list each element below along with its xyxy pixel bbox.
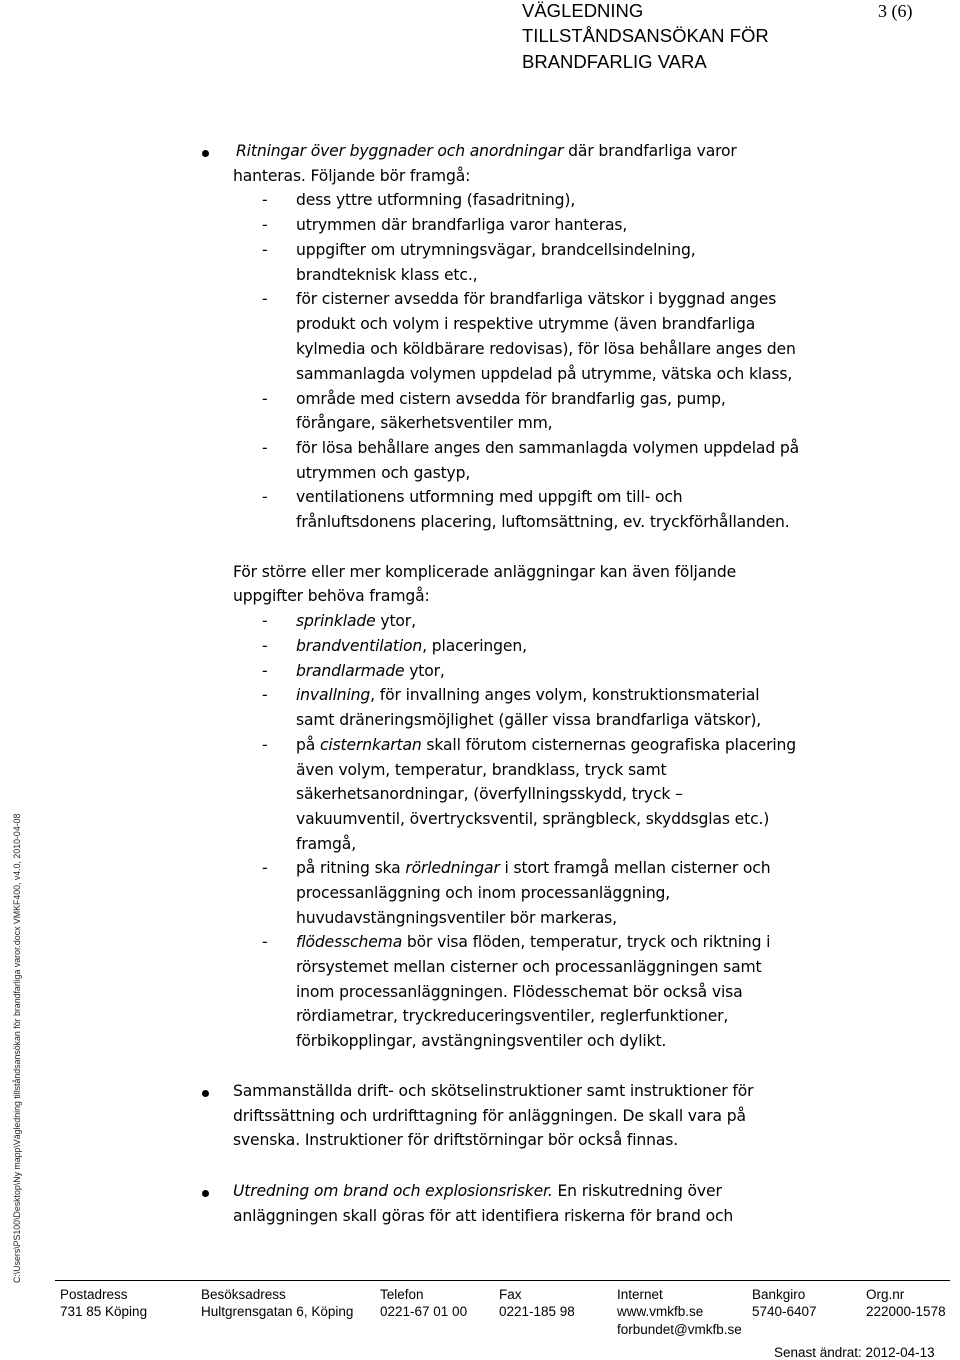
text-line: Ritningar över byggnader och anordningar där brandfarliga varor [236,142,737,160]
text-line: även volym, temperatur, brandklass, tryck samt [296,761,667,779]
footer-internet-link[interactable]: www.vmkfb.se [617,1304,704,1319]
footer-bankgiro-value: 5740-6407 [752,1304,817,1319]
dash-marker: - [262,859,268,877]
text-line: uppgifter behöva framgå: [233,587,430,605]
footer-bankgiro-label: Bankgiro [752,1287,806,1302]
footer-postadress-label: Postadress [60,1287,128,1302]
text-line: frånluftsdonens placering, luftomsättning, ev. tryckförhållanden. [296,513,790,531]
footer-telefon-label: Telefon [380,1287,424,1302]
text-line: svenska. Instruktioner för driftstörningar bör också finnas. [233,1131,679,1149]
text-line: huvudavstängningsventiler bör markeras, [296,909,617,927]
footer-besoksadress-value: Hultgrensgatan 6, Köping [201,1304,354,1319]
bullet-marker [202,1090,209,1097]
text-line: utrymmen och gastyp, [296,464,471,482]
text-line: Sammanställda drift- och skötselinstruktioner samt instruktioner för [233,1082,754,1100]
dash-marker: - [262,686,268,704]
text-line: brandventilation, placeringen, [296,637,527,655]
footer-fax-label: Fax [499,1287,522,1302]
text-line: kylmedia och köldbärare redovisas), för lösa behållare anges den [296,340,796,358]
text-line: framgå, [296,835,357,853]
text-line: dess yttre utformning (fasadritning), [296,191,576,209]
footer-email-link[interactable]: forbundet@vmkfb.se [617,1322,742,1337]
header-title-line-1: VÄGLEDNING [522,0,644,21]
text-line: uppgifter om utrymningsvägar, brandcellsindelning, [296,241,696,259]
last-updated-text: Senast ändrat: 2012-04-13 [774,1345,935,1360]
text-line: samt dräneringsmöjlighet (gäller vissa brandfarliga vätskor), [296,711,762,729]
bullet-marker [202,1190,209,1197]
text-line: utrymmen där brandfarliga varor hanteras, [296,216,628,234]
dash-marker: - [262,612,268,630]
text-line: brandlarmade ytor, [296,662,445,680]
text-line: inom processanläggningen. Flödesschemat bör också visa [296,983,743,1001]
text-line: anläggningen skall göras för att identifiera riskerna för brand och [233,1207,734,1225]
dash-marker: - [262,216,268,234]
dash-marker: - [262,241,268,259]
text-line: Utredning om brand och explosionsrisker. En riskutredning över [233,1182,722,1200]
text-line: säkerhetsanordningar, (överfyllningsskydd, tryck – [296,785,683,803]
document-path-margin-text: C:\Users\PS100\Desktop\Ny mapp\Vägledning tillståndsansökan för brandfarliga varor.docx VMKF400, v4.0, 2010-04-08 [12,813,22,1283]
dash-marker: - [262,488,268,506]
footer-fax-value: 0221-185 98 [499,1304,575,1319]
text-line: på ritning ska rörledningar i stort framgå mellan cisterner och [296,859,771,877]
footer-internet-label: Internet [617,1287,663,1302]
dash-marker: - [262,637,268,655]
text-line: driftssättning och urdrifttagning för anläggningen. De skall vara på [233,1107,746,1125]
footer-orgnr-label: Org.nr [866,1287,905,1302]
footer-postadress-value: 731 85 Köping [60,1304,148,1319]
text-line: för lösa behållare anges den sammanlagda volymen uppdelad på [296,439,800,457]
text-line: flödesschema bör visa flöden, temperatur, tryck och riktning i [296,933,771,951]
footer-besoksadress-label: Besöksadress [201,1287,286,1302]
dash-marker: - [262,390,268,408]
text-line: förbikopplingar, avstängningsventiler och dylikt. [296,1032,667,1050]
text-line: förångare, säkerhetsventiler mm, [296,414,553,432]
text-line: sprinklade ytor, [296,612,416,630]
header-title-line-3: BRANDFARLIG VARA [522,51,707,72]
header-title-line-2: TILLSTÅNDSANSÖKAN FÖR [522,25,769,46]
text-line: för cisterner avsedda för brandfarliga vätskor i byggnad anges [296,290,777,308]
text-line: rördiametrar, tryckreduceringsventiler, reglerfunktioner, [296,1007,729,1025]
dash-marker: - [262,736,268,754]
text-line: ventilationens utformning med uppgift om till- och [296,488,683,506]
text-line: invallning, för invallning anges volym, konstruktionsmaterial [296,686,760,704]
page-number: 3 (6) [878,1,913,21]
text-line: brandteknisk klass etc., [296,266,478,284]
dash-marker: - [262,933,268,951]
text-line: sammanlagda volymen uppdelad på utrymme, vätska och klass, [296,365,793,383]
dash-marker: - [262,191,268,209]
footer-telefon-value: 0221-67 01 00 [380,1304,468,1319]
text-line: rörsystemet mellan cisterner och processanläggningen samt [296,958,762,976]
footer-orgnr-value: 222000-1578 [866,1304,946,1319]
footer-divider [55,1280,950,1281]
text-line: område med cistern avsedda för brandfarlig gas, pump, [296,390,726,408]
text-line: processanläggning och inom processanläggning, [296,884,671,902]
text-line: För större eller mer komplicerade anläggningar kan även följande [233,563,737,581]
dash-marker: - [262,290,268,308]
text-line: på cisternkartan skall förutom cisternernas geografiska placering [296,736,797,754]
dash-marker: - [262,662,268,680]
text-line: produkt och volym i respektive utrymme (även brandfarliga [296,315,756,333]
text-line: hanteras. Följande bör framgå: [233,167,471,185]
dash-marker: - [262,439,268,457]
bullet-marker [202,150,209,157]
text-line: vakuumventil, övertrycksventil, sprängbleck, skyddsglas etc.) [296,810,770,828]
